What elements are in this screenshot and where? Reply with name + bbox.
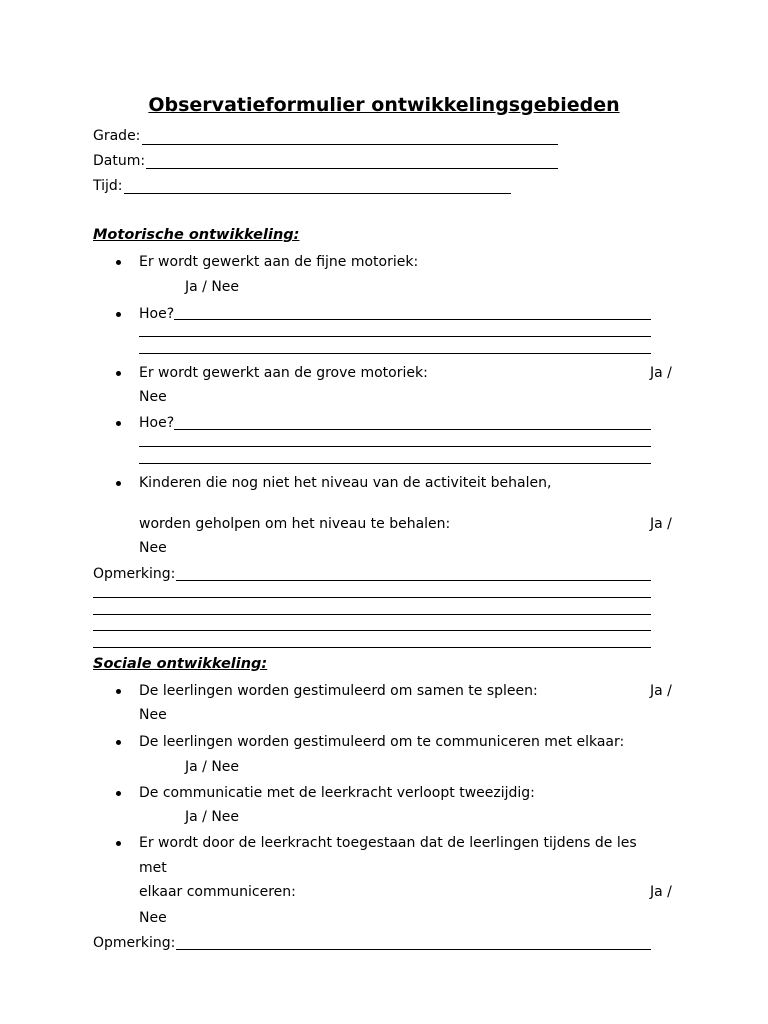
sociaal-item-toegestaan: Er wordt door de leerkracht toegestaan dat de leerlingen tijdens de les bbox=[139, 835, 637, 851]
motorisch-item-niveau-cont: worden geholpen om het niveau te behalen: bbox=[139, 516, 451, 532]
tijd-field-line[interactable] bbox=[124, 193, 511, 194]
bullet-icon bbox=[116, 791, 121, 796]
page-title: Observatieformulier ontwikkelingsgebieden bbox=[148, 94, 620, 116]
opmerking-field-line[interactable] bbox=[93, 630, 651, 631]
tijd-label: Tijd: bbox=[93, 178, 123, 194]
hoe-label: Hoe? bbox=[139, 415, 175, 431]
opmerking-label: Opmerking: bbox=[93, 566, 176, 582]
motorisch-item-grof: Er wordt gewerkt aan de grove motoriek: bbox=[139, 365, 428, 381]
sociaal-item-toegestaan-cont2: elkaar communiceren: bbox=[139, 884, 296, 900]
opmerking-field-line[interactable] bbox=[93, 614, 651, 615]
bullet-icon bbox=[116, 260, 121, 265]
hoe-field-line[interactable] bbox=[139, 463, 651, 464]
opmerking-field-line[interactable] bbox=[176, 949, 651, 950]
sociaal-answer-tweezijdig[interactable]: Ja / Nee bbox=[185, 809, 240, 825]
motorisch-answer-niveau-ja[interactable]: Ja / bbox=[650, 516, 672, 532]
hoe-field-line[interactable] bbox=[139, 446, 651, 447]
sociaal-item-toegestaan-cont: met bbox=[139, 860, 167, 876]
opmerking-field-line[interactable] bbox=[93, 647, 651, 648]
section-heading-motorisch: Motorische ontwikkeling: bbox=[93, 227, 300, 243]
grade-label: Grade: bbox=[93, 128, 141, 144]
sociaal-answer-communiceren[interactable]: Ja / Nee bbox=[185, 759, 240, 775]
sociaal-item-samen: De leerlingen worden gestimuleerd om samen te spleen: bbox=[139, 683, 538, 699]
bullet-icon bbox=[116, 481, 121, 486]
hoe-field-line[interactable] bbox=[174, 319, 651, 320]
motorisch-item-fijn: Er wordt gewerkt aan de fijne motoriek: bbox=[139, 254, 419, 270]
motorisch-item-niveau: Kinderen die nog niet het niveau van de activiteit behalen, bbox=[139, 475, 552, 491]
hoe-label: Hoe? bbox=[139, 306, 175, 322]
sociaal-item-communiceren: De leerlingen worden gestimuleerd om te communiceren met elkaar: bbox=[139, 734, 625, 750]
opmerking-label: Opmerking: bbox=[93, 935, 176, 951]
sociaal-answer-toegestaan-nee[interactable]: Nee bbox=[139, 910, 167, 926]
hoe-field-line[interactable] bbox=[174, 429, 651, 430]
datum-label: Datum: bbox=[93, 153, 146, 169]
motorisch-answer-niveau-nee[interactable]: Nee bbox=[139, 540, 167, 556]
sociaal-item-tweezijdig: De communicatie met de leerkracht verloopt tweezijdig: bbox=[139, 785, 535, 801]
bullet-icon bbox=[116, 740, 121, 745]
bullet-icon bbox=[116, 841, 121, 846]
motorisch-answer-grof-nee[interactable]: Nee bbox=[139, 389, 167, 405]
hoe-field-line[interactable] bbox=[139, 336, 651, 337]
bullet-icon bbox=[116, 421, 121, 426]
hoe-field-line[interactable] bbox=[139, 353, 651, 354]
sociaal-answer-samen-ja[interactable]: Ja / bbox=[650, 683, 672, 699]
section-heading-sociaal: Sociale ontwikkeling: bbox=[93, 656, 268, 672]
opmerking-field-line[interactable] bbox=[176, 580, 651, 581]
bullet-icon bbox=[116, 312, 121, 317]
motorisch-answer-grof-ja[interactable]: Ja / bbox=[650, 365, 672, 381]
sociaal-answer-samen-nee[interactable]: Nee bbox=[139, 707, 167, 723]
motorisch-answer-fijn[interactable]: Ja / Nee bbox=[185, 279, 240, 295]
sociaal-answer-toegestaan-ja[interactable]: Ja / bbox=[650, 884, 672, 900]
bullet-icon bbox=[116, 371, 121, 376]
bullet-icon bbox=[116, 689, 121, 694]
datum-field-line[interactable] bbox=[146, 168, 558, 169]
grade-field-line[interactable] bbox=[142, 144, 558, 145]
opmerking-field-line[interactable] bbox=[93, 597, 651, 598]
